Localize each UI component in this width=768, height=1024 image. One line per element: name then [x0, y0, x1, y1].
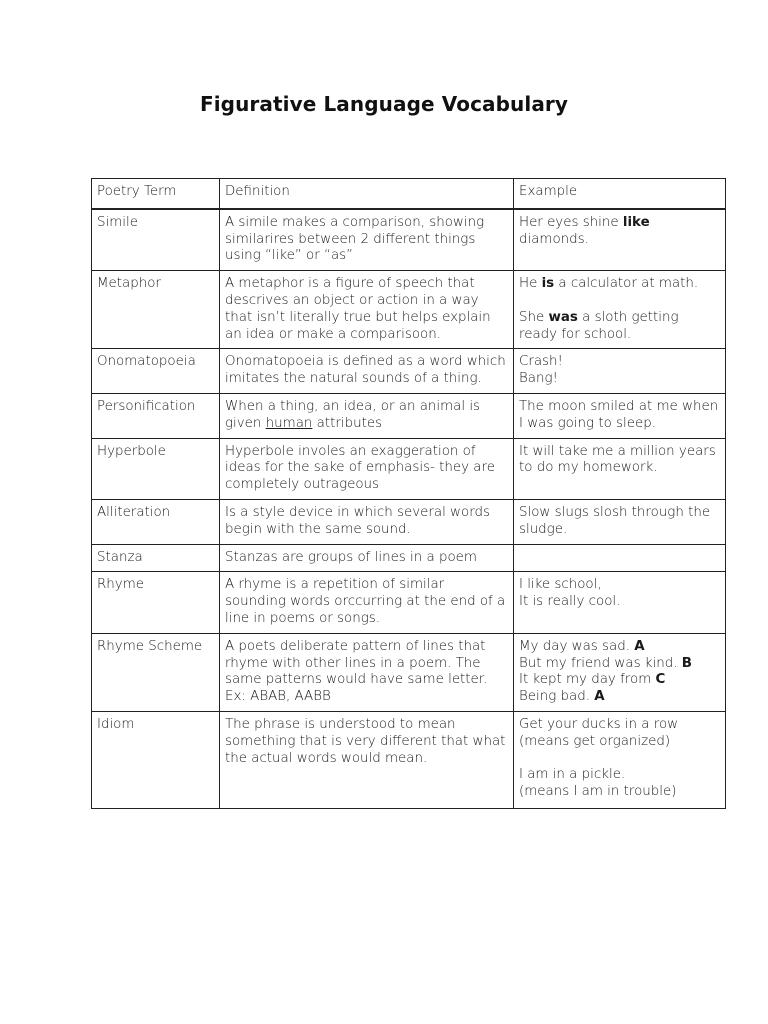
example-cell: He is a calculator at math. She was a sloth getting ready for school.: [514, 271, 726, 349]
header-poetry-term: Poetry Term: [92, 179, 220, 209]
term-cell: Alliteration: [92, 499, 220, 544]
header-example: Example: [514, 179, 726, 209]
definition-cell: When a thing, an idea, or an animal is given human attributes: [220, 393, 514, 438]
term-cell: Rhyme Scheme: [92, 633, 220, 711]
table-row: [92, 349, 726, 394]
definition-cell: Onomatopoeia is defined as a word which imitates the natural sounds of a thing.: [220, 349, 514, 394]
table-header-row: [92, 179, 726, 209]
header-definition: Definition: [220, 179, 514, 209]
example-cell: Get your ducks in a row (means get organized) I am in a pickle. (means I am in trouble): [514, 711, 726, 808]
definition-cell: A metaphor is a figure of speech that descrives an object or action in a way that isn’t literally true but helps explain an idea or make a comparisoon.: [220, 271, 514, 349]
term-cell: Personification: [92, 393, 220, 438]
example-cell: Her eyes shine like diamonds.: [514, 209, 726, 271]
definition-cell: A simile makes a comparison, showing similarires between 2 different things using “like” or “as”: [220, 209, 514, 271]
term-cell: Simile: [92, 209, 220, 271]
table-row: [92, 711, 726, 808]
definition-cell: A poets deliberate pattern of lines that rhyme with other lines in a poem. The same patterns would have same letter. Ex: ABAB, AABB: [220, 633, 514, 711]
table-row: [92, 271, 726, 349]
example-cell: Slow slugs slosh through the sludge.: [514, 499, 726, 544]
definition-cell: The phrase is understood to mean something that is very different that what the actual words would mean.: [220, 711, 514, 808]
table-row: [92, 633, 726, 711]
example-cell: The moon smiled at me when I was going to sleep.: [514, 393, 726, 438]
example-cell: [514, 544, 726, 572]
example-cell: I like school, It is really cool.: [514, 572, 726, 633]
table-row: [92, 438, 726, 499]
term-cell: Rhyme: [92, 572, 220, 633]
term-cell: Hyperbole: [92, 438, 220, 499]
definition-cell: Stanzas are groups of lines in a poem: [220, 544, 514, 572]
definition-cell: Is a style device in which several words begin with the same sound.: [220, 499, 514, 544]
term-cell: Onomatopoeia: [92, 349, 220, 394]
vocabulary-table: [91, 178, 726, 809]
table-row: [92, 544, 726, 572]
definition-cell: Hyperbole involes an exaggeration of ideas for the sake of emphasis- they are completely outrageous: [220, 438, 514, 499]
page-title: Figurative Language Vocabulary: [199, 92, 569, 116]
term-cell: Idiom: [92, 711, 220, 808]
table-row: [92, 393, 726, 438]
example-cell: It will take me a million years to do my homework.: [514, 438, 726, 499]
table-row: [92, 572, 726, 633]
table-row: [92, 209, 726, 271]
term-cell: Stanza: [92, 544, 220, 572]
definition-cell: A rhyme is a repetition of similar sounding words orccurring at the end of a line in poems or songs.: [220, 572, 514, 633]
example-cell: My day was sad. A But my friend was kind. B It kept my day from C Being bad. A: [514, 633, 726, 711]
example-cell: Crash! Bang!: [514, 349, 726, 394]
table-row: [92, 499, 726, 544]
term-cell: Metaphor: [92, 271, 220, 349]
